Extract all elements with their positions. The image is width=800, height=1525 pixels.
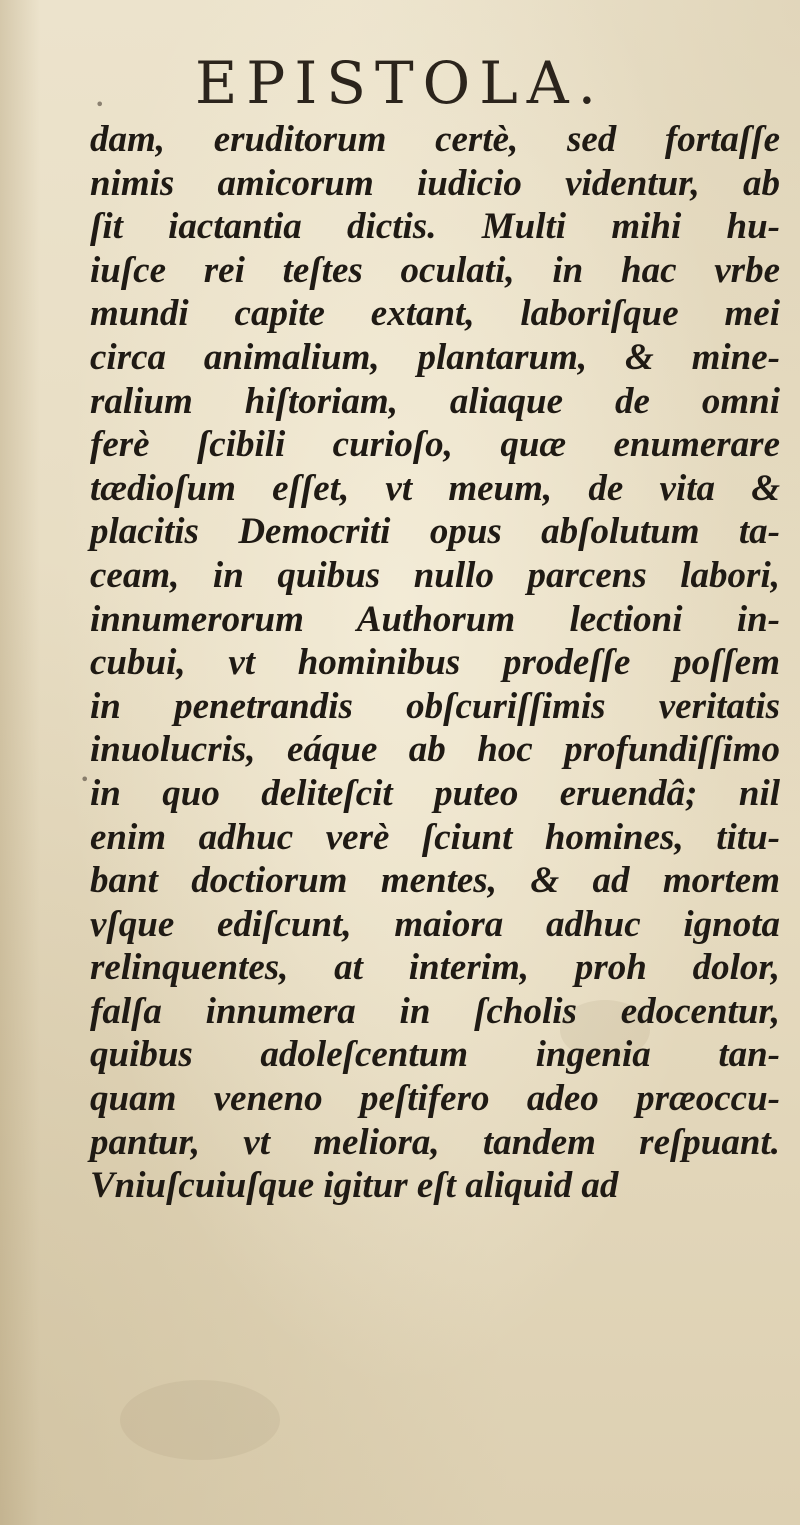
text-line: innumerorum Authorum lectioni in-: [90, 598, 780, 640]
text-line: ſit iactantia dictis. Multi mihi hu-: [90, 206, 780, 248]
text-line: pantur, vt meliora, tandem reſpuant.: [90, 1121, 780, 1163]
text-line: falſa innumera in ſcholis edocentur,: [90, 990, 780, 1032]
ink-speck: •: [95, 95, 105, 114]
text-line: iuſce rei teſtes oculati, in hac vrbe: [90, 249, 780, 291]
text-line: cubui, vt hominibus prodeſſe poſſem: [90, 642, 780, 684]
text-line: nimis amicorum iudicio videntur, ab: [90, 162, 780, 204]
text-line: ceam, in quibus nullo parcens labori,: [90, 554, 780, 596]
running-head: EPISTOLA.: [194, 49, 606, 117]
text-line: circa animalium, plantarum, & mine-: [90, 336, 780, 378]
text-line: quibus adoleſcentum ingenia tan-: [90, 1034, 780, 1076]
text-line: ralium hiſtoriam, aliaque de omni: [90, 380, 780, 422]
text-line: enim adhuc verè ſciunt homines, titu-: [90, 816, 780, 858]
text-line: in quo delitеſcit puteo eruendâ; nil: [90, 772, 780, 814]
paper-stain: [120, 1380, 280, 1460]
gutter-shadow: [0, 0, 40, 1525]
text-line: tædioſum eſſet, vt meum, de vita &: [90, 467, 780, 509]
text-line: quam veneno peſtifero adeo præoccu-: [90, 1078, 780, 1120]
text-line: in penetrandis obſcuriſſimis veritatis: [90, 685, 780, 727]
text-line: Vniuſcuiuſque igitur eſt aliquid ad: [90, 1165, 619, 1207]
text-line: relinquentes, at interim, proh dolor,: [90, 947, 780, 989]
text-line: inuolucris, eáque ab hoc profundiſſimo: [90, 729, 780, 771]
text-line: bant doctiorum mentes, & ad mortem: [90, 860, 780, 902]
text-line: ferè ſcibili curioſo, quæ enumerare: [90, 424, 780, 466]
text-line: vſque ediſcunt, maiora adhuc ignota: [90, 903, 780, 945]
text-line: dam, eruditorum certè, sed fortaſſe: [90, 119, 780, 160]
text-line: placitis Democriti opus abſolutum ta-: [90, 511, 780, 553]
ink-speck: •: [80, 770, 90, 789]
text-line: mundi capite extant, laboriſque mei: [90, 293, 780, 335]
body-text: [90, 118, 780, 1208]
